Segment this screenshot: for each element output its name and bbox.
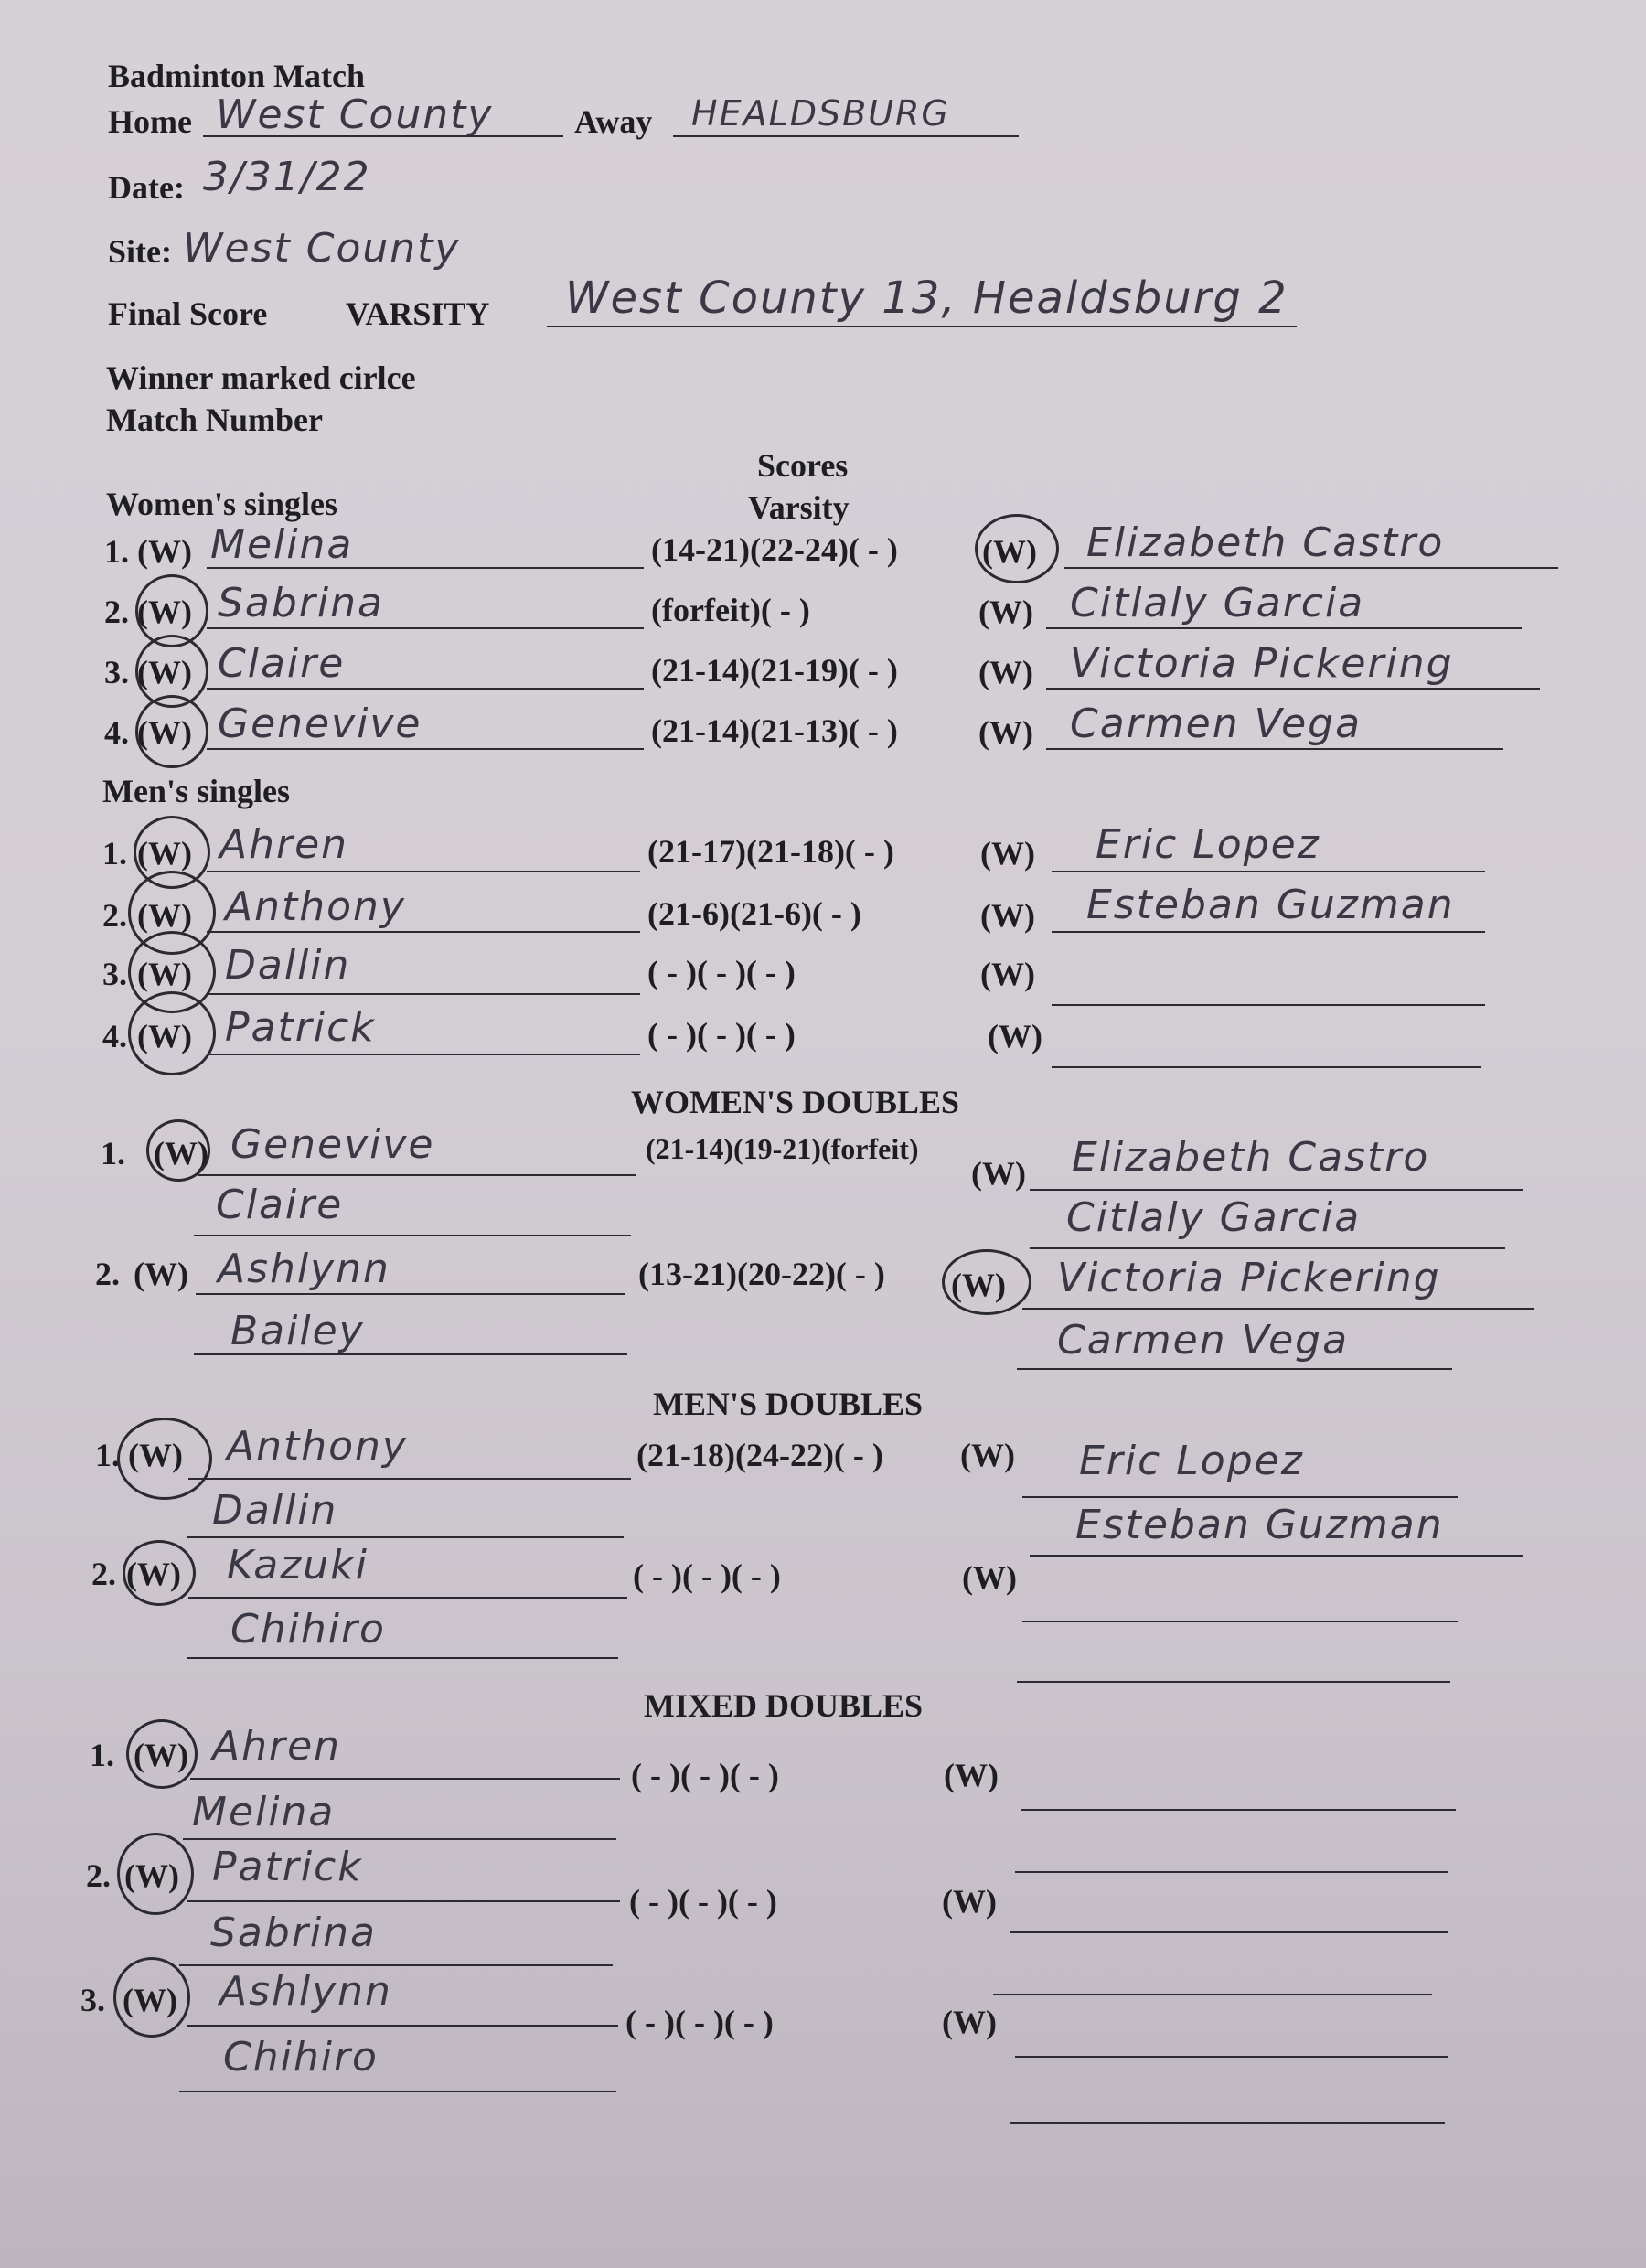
home-line-1: [188, 1478, 631, 1480]
home-line-2: [179, 2091, 616, 2092]
home-player: Anthony: [225, 883, 406, 930]
home-player-2: Bailey: [230, 1308, 365, 1354]
away-line: [673, 135, 1019, 137]
away-player: Citlaly Garcia: [1070, 580, 1365, 626]
home-winner-mark: (W): [137, 1018, 192, 1054]
womens-doubles-heading: WOMEN'S DOUBLES: [631, 1084, 960, 1120]
home-label: Home: [108, 103, 192, 140]
row-number: 2.: [86, 1857, 111, 1894]
away-player: Elizabeth Castro: [1086, 519, 1445, 566]
winner-circle: [126, 1719, 198, 1789]
home-line-2: [183, 1838, 616, 1840]
match-score: (21-17)(21-18)( - ): [647, 833, 894, 870]
home-line: [207, 931, 640, 933]
row-number: 4.: [102, 1018, 127, 1054]
home-winner-mark: (W): [137, 654, 192, 690]
final-score-value: West County 13, Healdsburg 2: [565, 273, 1288, 324]
home-line: [207, 871, 640, 872]
final-score-line: [547, 326, 1297, 327]
home-player-2: Chihiro: [230, 1606, 386, 1653]
winner-circle: [975, 514, 1059, 583]
home-player: Genevive: [218, 701, 422, 747]
home-player-2: Chihiro: [223, 2034, 379, 2081]
home-winner-mark: (W): [137, 533, 192, 570]
home-player: Dallin: [225, 942, 351, 989]
home-line: [207, 627, 644, 629]
mens-doubles-heading: MEN'S DOUBLES: [653, 1385, 924, 1422]
home-winner-mark: (W): [134, 1256, 188, 1292]
away-line-1: [1030, 1189, 1523, 1191]
away-line-2: [1017, 1681, 1450, 1683]
match-score: (21-14)(21-19)( - ): [651, 652, 898, 689]
away-line-2: [993, 1994, 1432, 1995]
away-winner-mark: (W): [942, 2004, 997, 2040]
away-line-1: [1022, 1308, 1534, 1310]
home-line-1: [187, 2025, 618, 2027]
away-line-2: [1030, 1555, 1523, 1557]
home-player-1: Kazuki: [227, 1542, 369, 1589]
away-line-1: [1015, 2056, 1448, 2058]
home-winner-mark: (W): [137, 897, 192, 934]
home-winner-mark: (W): [137, 956, 192, 992]
home-line: [203, 135, 563, 137]
home-value: West County: [216, 91, 494, 138]
match-score: (21-18)(24-22)( - ): [636, 1437, 883, 1473]
away-winner-mark: (W): [982, 533, 1037, 570]
row-number: 1.: [102, 835, 127, 872]
home-line-2: [187, 1657, 618, 1659]
away-label: Away: [574, 103, 653, 140]
away-player-2: Carmen Vega: [1057, 1317, 1350, 1364]
away-winner-mark: (W): [978, 714, 1033, 751]
home-player-1: Ahren: [212, 1723, 342, 1770]
home-line-1: [190, 1778, 620, 1780]
winner-circle: [123, 1540, 196, 1606]
away-player-2: Citlaly Garcia: [1066, 1194, 1362, 1241]
final-score-label: Final Score: [108, 295, 268, 332]
match-score: ( - )( - )( - ): [647, 954, 796, 990]
home-player-1: Anthony: [227, 1423, 408, 1470]
winner-circle: [942, 1249, 1031, 1315]
home-line-1: [187, 1900, 620, 1902]
away-line: [1046, 688, 1540, 690]
home-player-1: Genevive: [230, 1121, 435, 1168]
home-winner-mark: (W): [124, 1857, 179, 1894]
away-winner-mark: (W): [942, 1883, 997, 1920]
away-line: [1046, 627, 1522, 629]
home-winner-mark: (W): [134, 1737, 188, 1773]
away-line-2: [1030, 1247, 1505, 1249]
match-number-label: Match Number: [106, 401, 323, 438]
home-line: [207, 1054, 640, 1055]
away-player: Victoria Pickering: [1070, 640, 1454, 687]
home-player: Claire: [218, 640, 346, 687]
mixed-doubles-heading: MIXED DOUBLES: [644, 1687, 924, 1724]
away-player: Eric Lopez: [1096, 821, 1320, 868]
home-player: Patrick: [225, 1004, 376, 1051]
winner-circle: [135, 695, 208, 768]
winner-note: Winner marked cirlce: [106, 359, 416, 396]
row-number: 3.: [102, 956, 127, 992]
home-player-2: Claire: [216, 1182, 344, 1228]
away-winner-mark: (W): [951, 1267, 1006, 1303]
home-line: [207, 567, 644, 569]
home-player: Ahren: [219, 821, 349, 868]
winner-circle: [117, 1833, 194, 1915]
home-line-1: [196, 1293, 625, 1295]
home-line-2: [187, 1536, 624, 1538]
home-line-2: [194, 1235, 631, 1236]
away-line: [1052, 1004, 1485, 1006]
away-player-1: Victoria Pickering: [1057, 1255, 1441, 1301]
away-winner-mark: (W): [978, 654, 1033, 690]
row-number: 3.: [80, 1982, 105, 2018]
scores-heading: Scores: [757, 447, 849, 484]
row-number: 2.: [104, 594, 129, 630]
home-player-2: Melina: [192, 1789, 336, 1835]
away-winner-mark: (W): [960, 1437, 1015, 1473]
site-value: West County: [183, 225, 461, 272]
home-winner-mark: (W): [128, 1437, 183, 1473]
varsity-label: VARSITY: [346, 295, 490, 332]
away-line-2: [1017, 1368, 1452, 1370]
home-player-2: Dallin: [212, 1487, 338, 1534]
away-winner-mark: (W): [962, 1559, 1017, 1596]
home-player-1: Patrick: [212, 1844, 363, 1890]
away-line: [1046, 748, 1503, 750]
home-winner-mark: (W): [137, 835, 192, 872]
away-player-2: Esteban Guzman: [1075, 1502, 1444, 1548]
row-number: 1.: [95, 1437, 120, 1473]
match-score: (forfeit)( - ): [651, 592, 810, 628]
away-player: Esteban Guzman: [1086, 882, 1455, 928]
away-line: [1052, 871, 1485, 872]
match-score: (14-21)(22-24)( - ): [651, 531, 898, 568]
away-player: Carmen Vega: [1070, 701, 1363, 747]
varsity-subheading: Varsity: [748, 489, 850, 526]
away-line-1: [1022, 1621, 1458, 1622]
winner-circle: [117, 1418, 212, 1500]
away-line-1: [1010, 1931, 1448, 1933]
match-score: ( - )( - )( - ): [631, 1757, 779, 1793]
away-winner-mark: (W): [980, 835, 1035, 872]
home-winner-mark: (W): [123, 1982, 177, 2018]
match-score: ( - )( - )( - ): [647, 1016, 796, 1053]
row-number: 2.: [91, 1556, 116, 1592]
home-line: [207, 748, 644, 750]
row-number: 3.: [104, 654, 129, 690]
mens-singles-heading: Men's singles: [102, 773, 291, 809]
sheet-title: Badminton Match: [108, 58, 366, 94]
home-line-2: [179, 1964, 613, 1966]
home-line: [207, 688, 644, 690]
home-line-1: [188, 1597, 627, 1599]
row-number: 2.: [95, 1256, 120, 1292]
row-number: 2.: [102, 897, 127, 934]
away-line-2: [1010, 2122, 1445, 2124]
home-winner-mark: (W): [137, 594, 192, 630]
match-score: (21-6)(21-6)( - ): [647, 895, 861, 932]
date-value: 3/31/22: [203, 154, 371, 200]
home-player-1: Ashlynn: [219, 1968, 392, 2015]
winner-circle: [146, 1119, 210, 1182]
match-score: (21-14)(19-21)(forfeit): [646, 1132, 919, 1165]
row-number: 1.: [104, 533, 129, 570]
home-player-2: Sabrina: [210, 1910, 377, 1956]
away-line: [1052, 1066, 1481, 1068]
away-line-1: [1021, 1809, 1456, 1811]
date-label: Date:: [108, 169, 185, 206]
away-line-2: [1015, 1871, 1448, 1873]
site-label: Site:: [108, 233, 172, 270]
home-winner-mark: (W): [126, 1556, 181, 1592]
away-player-1: Eric Lopez: [1079, 1438, 1304, 1484]
away-line: [1052, 931, 1485, 933]
home-player: Melina: [210, 521, 354, 568]
match-score: (13-21)(20-22)( - ): [638, 1256, 885, 1292]
away-winner-mark: (W): [978, 594, 1033, 630]
away-winner-mark: (W): [944, 1757, 999, 1793]
away-winner-mark: (W): [971, 1155, 1026, 1192]
away-winner-mark: (W): [980, 956, 1035, 992]
home-line: [207, 993, 640, 995]
home-player: Sabrina: [218, 580, 384, 626]
row-number: 1.: [101, 1135, 125, 1171]
match-score: ( - )( - )( - ): [633, 1557, 781, 1594]
away-winner-mark: (W): [980, 897, 1035, 934]
match-score: ( - )( - )( - ): [629, 1883, 777, 1920]
winner-circle: [128, 991, 216, 1075]
away-line: [1064, 567, 1558, 569]
home-winner-mark: (W): [154, 1135, 208, 1171]
match-score: (21-14)(21-13)( - ): [651, 712, 898, 749]
away-winner-mark: (W): [988, 1018, 1042, 1054]
home-winner-mark: (W): [137, 714, 192, 751]
home-line-1: [198, 1174, 636, 1176]
match-score: ( - )( - )( - ): [625, 2004, 774, 2040]
home-player-1: Ashlynn: [218, 1246, 390, 1292]
row-number: 4.: [104, 714, 129, 751]
away-line-1: [1022, 1496, 1458, 1498]
row-number: 1.: [90, 1737, 114, 1773]
away-value: HEALDSBURG: [691, 93, 950, 134]
home-line-2: [194, 1353, 627, 1355]
winner-circle: [113, 1957, 190, 2038]
womens-singles-heading: Women's singles: [106, 486, 338, 522]
away-player-1: Elizabeth Castro: [1072, 1134, 1430, 1181]
